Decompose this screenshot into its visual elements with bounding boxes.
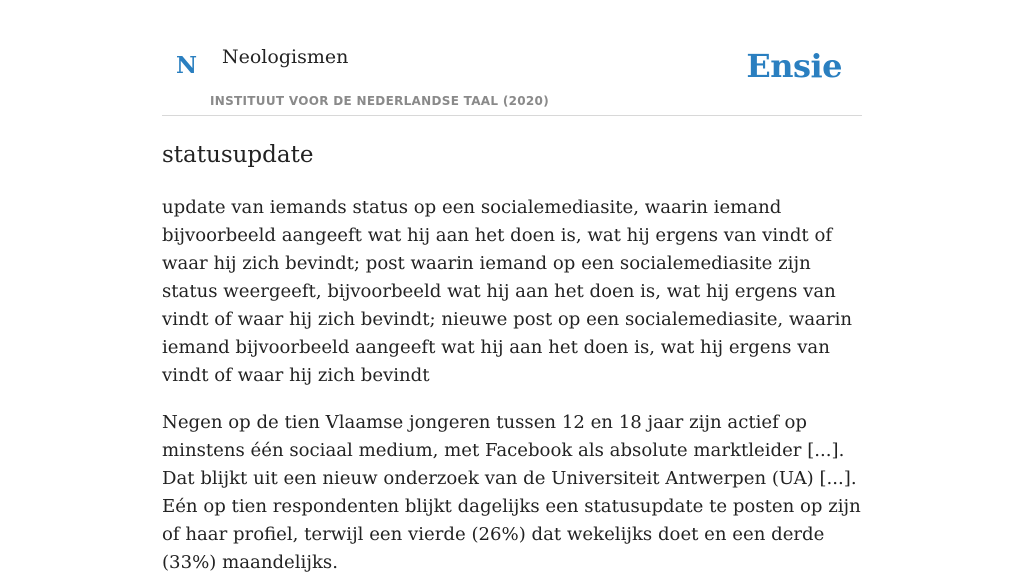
dictionary-source: INSTITUUT VOOR DE NEDERLANDSE TAAL (2020) xyxy=(210,94,549,108)
entry-term: statusupdate xyxy=(162,142,314,168)
dictionary-letter-icon: N xyxy=(176,52,198,79)
entry-example: Negen op de tien Vlaamse jongeren tussen 12 en 18 jaar zijn actief op minstens één sociaal medium, met Facebook als absolute marktleider [...]. Dat blijkt uit een nieuw onderzoek van de Universiteit Antwerpen (UA) [...]. Eén op tien respondenten blijkt dagelijks een statusupdate te posten op zijn of haar profiel, terwijl een vierde (26%) dat wekelijks doet en een derde (33%) maandelijks. xyxy=(162,412,861,573)
entry-definition: update van iemands status op een socialemediasite, waarin iemand bijvoorbeeld aangeeft wat hij aan het doen is, wat hij ergens van vindt of waar hij zich bevindt; post waarin iemand op een socialemediasite zijn status weergeeft, bijvoorbeeld wat hij aan het doen is, wat hij ergens van vindt of waar hij zich bevindt; nieuwe post op een socialemediasite, waarin iemand bijvoorbeeld aangeeft wat hij aan het doen is, wat hij ergens van vindt of waar hij zich bevindt xyxy=(162,197,853,386)
content-column xyxy=(162,0,862,577)
dictionary-header xyxy=(162,0,862,116)
dictionary-name-link[interactable]: Neologismen xyxy=(222,46,349,68)
ensie-logo[interactable]: Ensie xyxy=(746,47,842,85)
